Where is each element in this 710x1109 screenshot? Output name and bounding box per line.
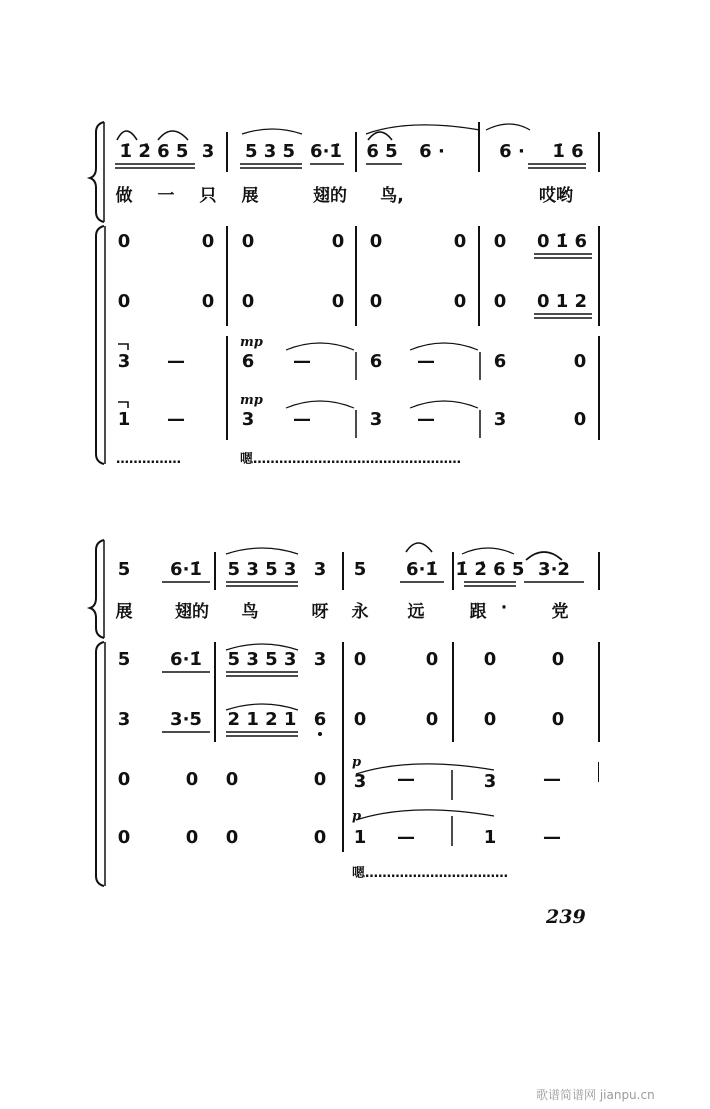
note: 5 [353, 559, 367, 580]
note-group: 1̇ 2̇ 6 5 [119, 141, 189, 162]
note: 0 [353, 649, 367, 670]
barline [598, 762, 599, 782]
note: 6 · [499, 141, 525, 162]
note: 6 [493, 351, 507, 372]
lyric: 一 [157, 186, 175, 206]
note: 0 [483, 649, 497, 670]
note: 1 [353, 827, 367, 848]
note: 0 [117, 231, 131, 252]
note: 0 [453, 291, 467, 312]
dash: — [397, 769, 415, 790]
page-number: 239 [546, 906, 586, 928]
lyric: 展 [241, 186, 259, 206]
note-group: 2 1 2 1 [227, 709, 297, 730]
lyric: 永 [351, 602, 369, 622]
lyric: 展 [115, 602, 133, 622]
note: 0 [425, 709, 439, 730]
note: 3 [369, 409, 383, 430]
lyric: 翅的 [175, 602, 209, 622]
dash: — [543, 827, 561, 848]
humming-lyric: 嗯…………………………… [352, 866, 509, 881]
note-group: 6 5 [366, 141, 398, 162]
note: 0 [185, 827, 199, 848]
note-group: 5 3 5 3 [227, 649, 297, 670]
dash: — [293, 351, 311, 372]
lyric: 呀 [311, 602, 329, 622]
note: 0 [493, 291, 507, 312]
barline [452, 642, 454, 742]
lyric: · [500, 598, 508, 618]
dash: — [167, 351, 185, 372]
note-group: 5 3 5 3 [227, 559, 297, 580]
barline [598, 552, 600, 590]
dynamic-marking: mp [240, 335, 263, 350]
dynamic-marking: p [352, 809, 362, 824]
note: 0 [369, 291, 383, 312]
note-group: 6·1̇ [310, 141, 342, 162]
note: 3 [201, 141, 215, 162]
note-group: 1̇ 6 [552, 141, 584, 162]
note-group: 6·1̇ [170, 649, 202, 670]
note: 5 [117, 559, 131, 580]
note: 0 [369, 231, 383, 252]
note-group: 3·2 [538, 559, 570, 580]
lyric: 远 [407, 602, 425, 622]
barline [452, 552, 454, 590]
lyric: 做 [115, 186, 133, 206]
note: 0 [201, 231, 215, 252]
note: 0 [483, 709, 497, 730]
note: 0 [313, 769, 327, 790]
dash: — [397, 827, 415, 848]
lyric: 鸟, [380, 186, 404, 206]
note-group: 3·5 [170, 709, 202, 730]
lyric: 翅的 [313, 186, 347, 206]
humming-dots: …………… [116, 452, 181, 467]
note-group: 6·1̇ [406, 559, 438, 580]
note: 0 [551, 709, 565, 730]
barline [342, 552, 344, 590]
note: 0 [573, 351, 587, 372]
note: 3 [353, 771, 367, 792]
note-group: 1̇ 2̇ 6 5 [455, 559, 525, 580]
dash: — [417, 351, 435, 372]
note: 0 [225, 769, 239, 790]
dash: — [293, 409, 311, 430]
note: 0 [117, 291, 131, 312]
note-group: 0 1 2 [536, 291, 588, 312]
note: 3 [313, 559, 327, 580]
note: 0 [241, 231, 255, 252]
dash: — [167, 409, 185, 430]
note: 0 [353, 709, 367, 730]
lyric: 哎哟 [539, 186, 573, 206]
note: 1 [483, 827, 497, 848]
note: 3 [483, 771, 497, 792]
note: 6 [313, 709, 327, 730]
dash: — [417, 409, 435, 430]
note: 6 [369, 351, 383, 372]
lyric: 鸟 [241, 602, 259, 622]
note: 0 [551, 649, 565, 670]
lyric: 党 [551, 602, 569, 622]
note: 5 [117, 649, 131, 670]
note: 0 [573, 409, 587, 430]
dynamic-marking: p [352, 755, 362, 770]
note: 3 [241, 409, 255, 430]
note: 0 [313, 827, 327, 848]
note: 0 [331, 231, 345, 252]
note: 3 [313, 649, 327, 670]
note: 3 [493, 409, 507, 430]
barline [342, 642, 344, 852]
note: 0 [331, 291, 345, 312]
note: 0 [185, 769, 199, 790]
note: 3 [117, 709, 131, 730]
note: 0 [201, 291, 215, 312]
note: 0 [117, 827, 131, 848]
note: 6 [241, 351, 255, 372]
dynamic-marking: mp [240, 393, 263, 408]
lyric: 跟 [469, 602, 487, 622]
barline [214, 642, 216, 742]
note: 6 · [419, 141, 445, 162]
note: 0 [493, 231, 507, 252]
barline [598, 642, 600, 742]
humming-lyric: 嗯………………………………………… [240, 452, 462, 467]
note: 0 [425, 649, 439, 670]
note: 0 [453, 231, 467, 252]
note-group: 5 3 5 [244, 141, 296, 162]
note: 3 [117, 351, 131, 372]
watermark: 歌谱简谱网 jianpu.cn [536, 1088, 655, 1102]
note: 1 [117, 409, 131, 430]
note-group: 0 1̇ 6 [536, 231, 588, 252]
dash: — [543, 769, 561, 790]
note-group: 6·1̇ [170, 559, 202, 580]
barline [214, 552, 216, 590]
note: 0 [225, 827, 239, 848]
lyric: 只 [199, 186, 217, 206]
note: 0 [241, 291, 255, 312]
note: 0 [117, 769, 131, 790]
